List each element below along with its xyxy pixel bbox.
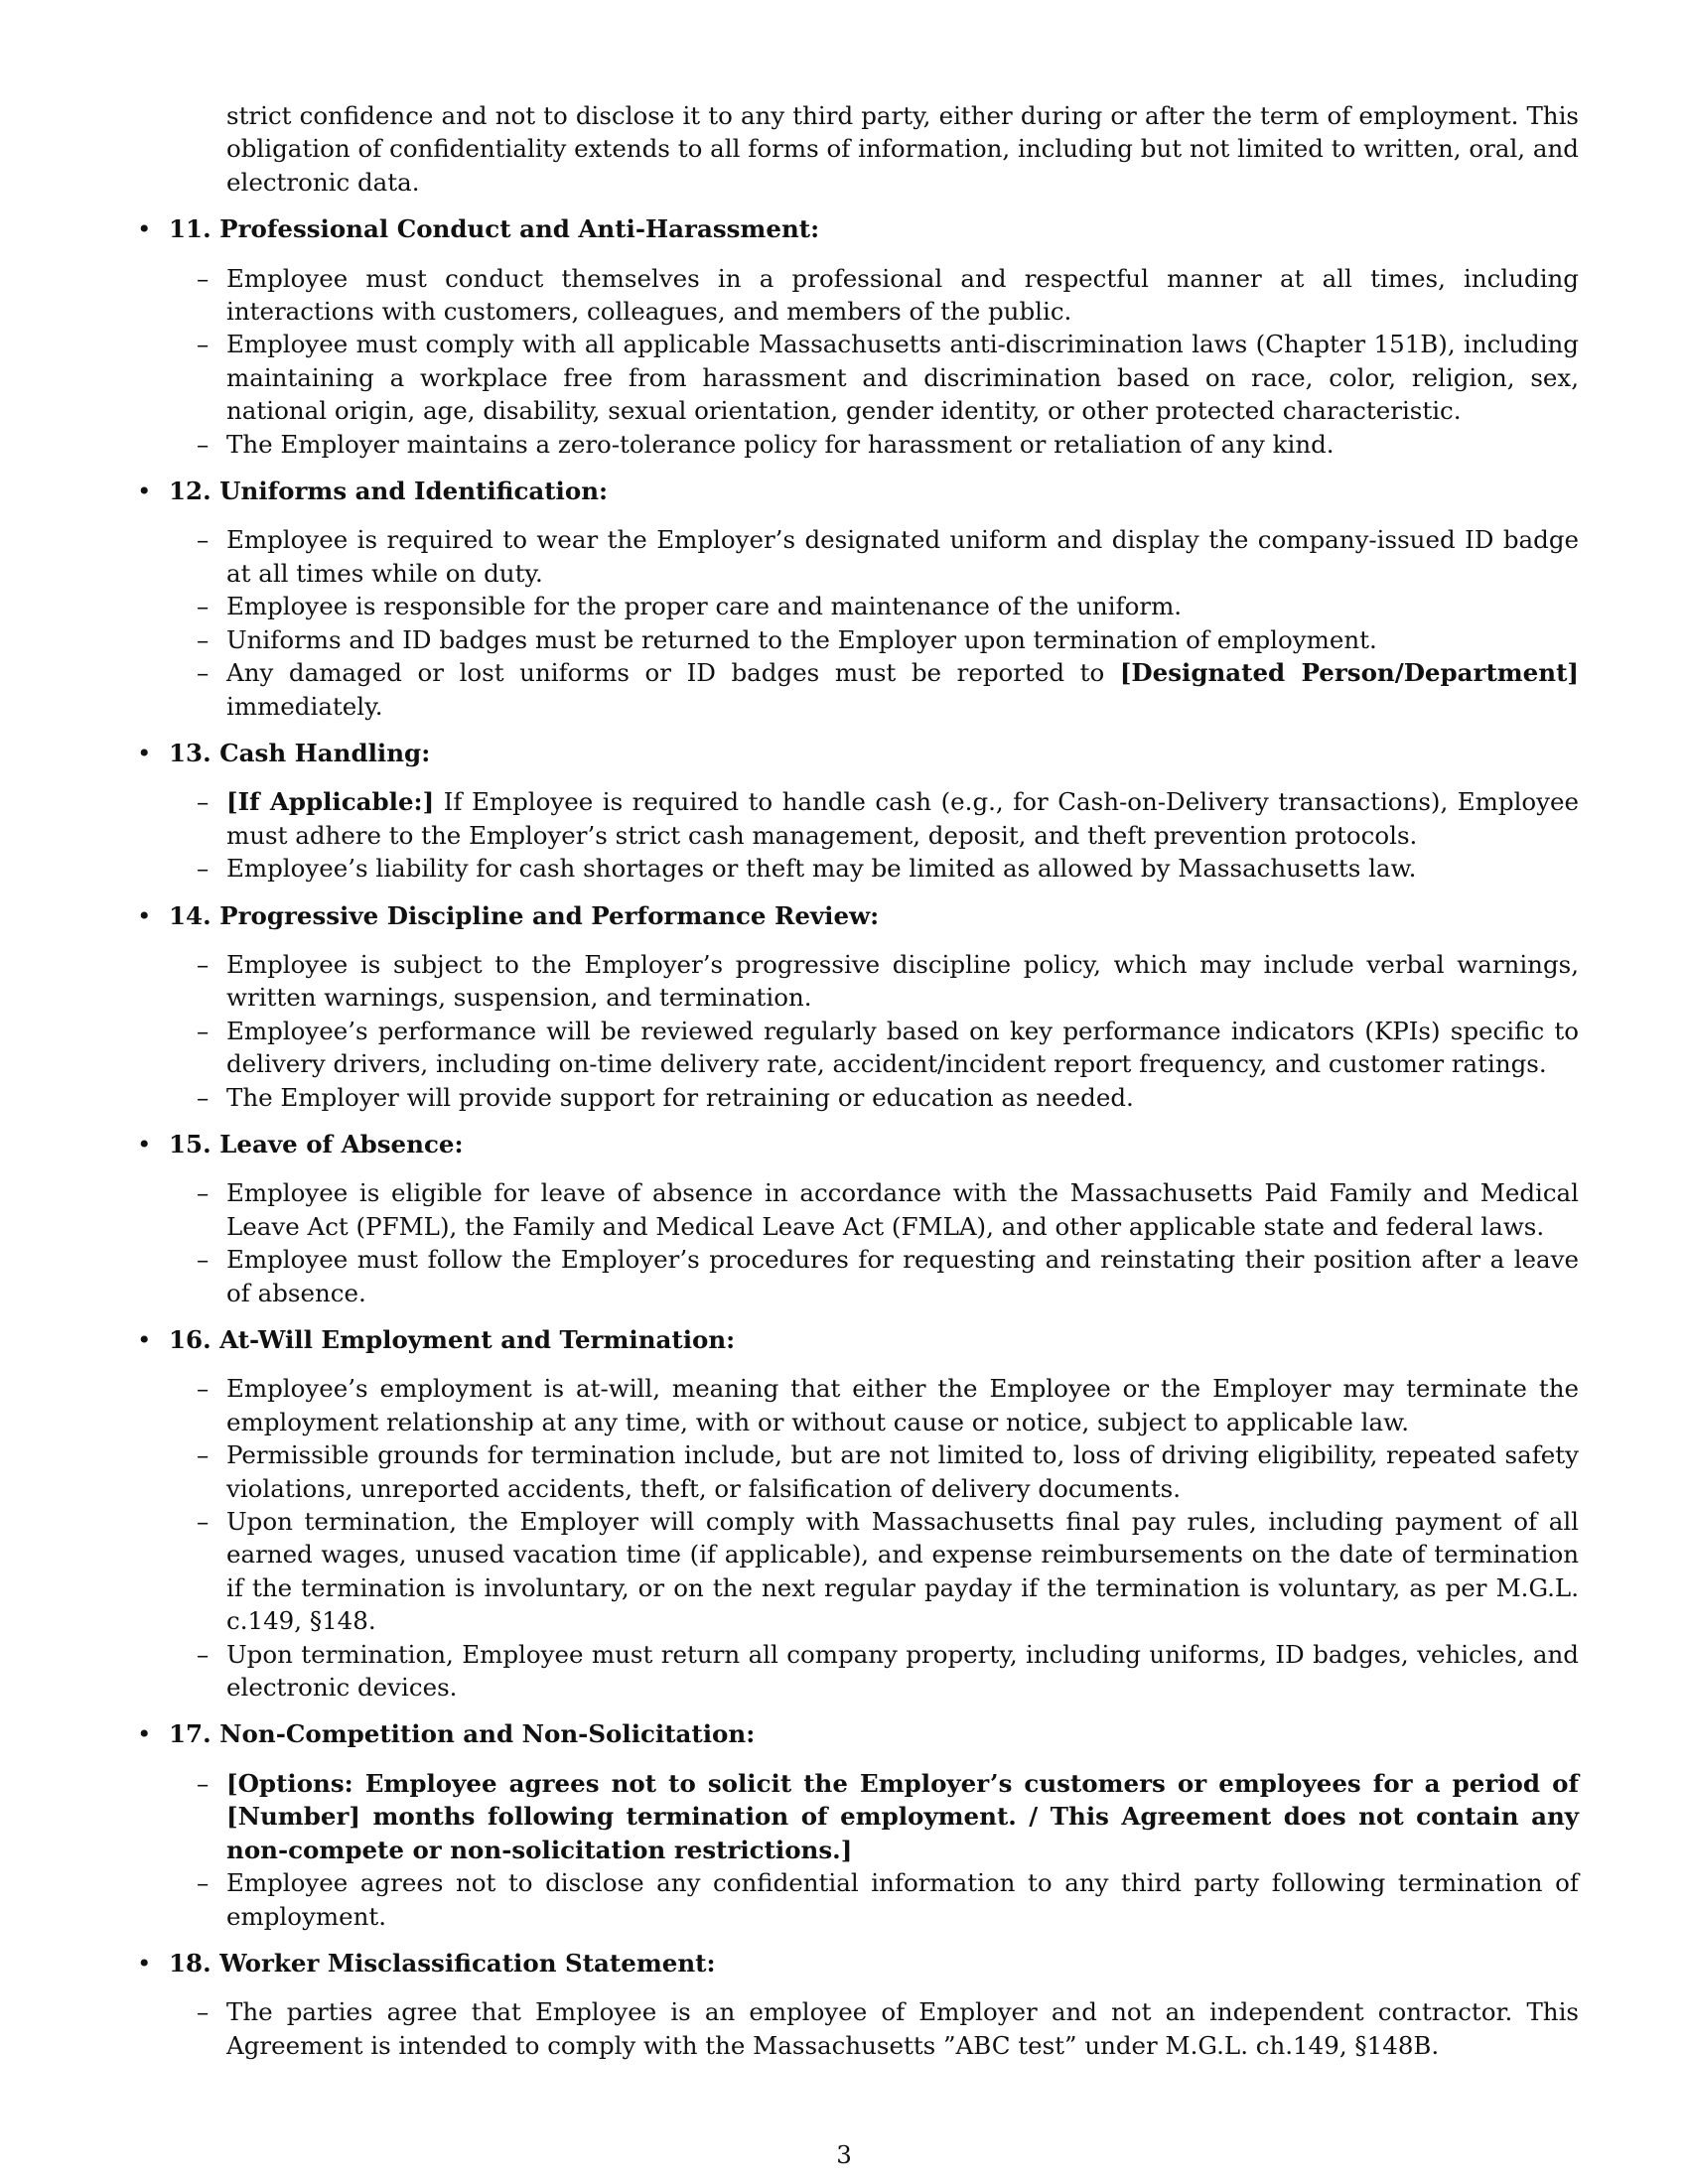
section-items bbox=[137, 1995, 1579, 2062]
dash-icon: – bbox=[197, 624, 210, 654]
bullet-icon: • bbox=[137, 738, 152, 767]
bullet-icon: • bbox=[137, 477, 152, 506]
section-items bbox=[137, 1767, 1579, 1933]
section-12 bbox=[137, 475, 1579, 723]
section-heading bbox=[137, 737, 1579, 769]
list-item-text: Upon termination, the Employer will comply with Massachusetts final pay rules, including payment of all earned wages, unused vacation time (if applicable), and expense reimbursements on the date of termination if the termination is involuntary, or on the next regular payday if the termination is voluntary, as per M.G.L. c.149, §148. bbox=[226, 1507, 1579, 1636]
list-item-text: Employee must comply with all applicable Massachusetts anti-discrimination laws (Chapter 151B), including maintaining a workplace free from harassment and discrimination based on race, color, religion, sex, national origin, age, disability, sexual orientation, gender identity, or other protected characteristic. bbox=[226, 330, 1579, 426]
list-item bbox=[197, 523, 1579, 590]
section-items bbox=[137, 262, 1579, 461]
list-item-text: The Employer maintains a zero-tolerance policy for harassment or retaliation of any kind. bbox=[226, 429, 1335, 459]
section-heading-text: 11. Professional Conduct and Anti-Harassment: bbox=[169, 214, 820, 244]
list-item-text: Employee’s employment is at-will, meaning that either the Employee or the Employer may terminate the employment relationship at any time, with or without cause or notice, subject to applicable law. bbox=[226, 1374, 1579, 1436]
list-item-text: Employee is required to wear the Employer’s designated uniform and display the company-issued ID badge at all times while on duty. bbox=[226, 525, 1579, 588]
document-body bbox=[137, 99, 1579, 2062]
section-heading bbox=[137, 899, 1579, 932]
bullet-icon: • bbox=[137, 1948, 152, 1978]
list-item bbox=[197, 1372, 1579, 1438]
bullet-icon: • bbox=[137, 900, 152, 930]
section-items bbox=[137, 1372, 1579, 1704]
dash-icon: – bbox=[197, 263, 210, 293]
section-heading-text: 14. Progressive Discipline and Performance Review: bbox=[169, 900, 880, 930]
list-item bbox=[197, 1995, 1579, 2062]
section-heading-text: 17. Non-Competition and Non-Solicitation: bbox=[169, 1719, 756, 1749]
list-item bbox=[197, 623, 1579, 656]
section-heading bbox=[137, 1717, 1579, 1750]
list-item bbox=[197, 1866, 1579, 1933]
dash-icon: – bbox=[197, 1374, 210, 1404]
bullet-icon: • bbox=[137, 214, 152, 244]
list-item bbox=[197, 428, 1579, 461]
list-item-text: Employee’s liability for cash shortages or theft may be limited as allowed by Massachusetts law. bbox=[226, 854, 1417, 884]
section-17 bbox=[137, 1717, 1579, 1932]
list-item-text: The parties agree that Employee is an employee of Employer and not an independent contractor. This Agreement is intended to comply with the Massachusetts ”ABC test” under M.G.L. ch.149, §148B. bbox=[226, 1997, 1579, 2060]
section-items bbox=[137, 948, 1579, 1114]
list-item bbox=[197, 262, 1579, 329]
dash-icon: – bbox=[197, 525, 210, 555]
section-15 bbox=[137, 1128, 1579, 1309]
dash-icon: – bbox=[197, 854, 210, 884]
dash-icon: – bbox=[197, 1016, 210, 1045]
section-items bbox=[137, 523, 1579, 722]
list-item bbox=[197, 1243, 1579, 1309]
dash-icon: – bbox=[197, 1768, 210, 1798]
dash-icon: – bbox=[197, 1440, 210, 1470]
dash-icon: – bbox=[197, 1639, 210, 1669]
page-number: 3 bbox=[836, 2140, 852, 2169]
bullet-icon: • bbox=[137, 1129, 152, 1159]
dash-icon: – bbox=[197, 1082, 210, 1112]
list-item-text: Employee must follow the Employer’s procedures for requesting and reinstating their position after a leave of absence. bbox=[226, 1245, 1579, 1307]
section-18 bbox=[137, 1947, 1579, 2062]
list-item bbox=[197, 656, 1579, 723]
section-heading bbox=[137, 475, 1579, 507]
dash-icon: – bbox=[197, 949, 210, 979]
list-item bbox=[197, 1505, 1579, 1638]
section-heading bbox=[137, 1323, 1579, 1356]
list-item-text: Uniforms and ID badges must be returned to the Employer upon termination of employment. bbox=[226, 624, 1377, 654]
section-items bbox=[137, 1176, 1579, 1309]
section-heading-text: 15. Leave of Absence: bbox=[169, 1129, 464, 1159]
dash-icon: – bbox=[197, 1245, 210, 1275]
section-heading-text: 16. At-Will Employment and Termination: bbox=[169, 1325, 736, 1354]
list-item bbox=[197, 852, 1579, 885]
section-heading bbox=[137, 1128, 1579, 1160]
list-item-text: Employee is subject to the Employer’s progressive discipline policy, which may include verbal warnings, written warnings, suspension, and termination. bbox=[226, 949, 1579, 1013]
list-item bbox=[197, 328, 1579, 427]
dash-icon: – bbox=[197, 1178, 210, 1208]
list-item-text: Employee is responsible for the proper care and maintenance of the uniform. bbox=[226, 592, 1183, 621]
list-item-text: Employee agrees not to disclose any confidential information to any third party following termination of employment. bbox=[226, 1868, 1579, 1931]
list-item-text: Employee’s performance will be reviewed regularly based on key performance indicators (KPIs) specific to delivery drivers, including on-time delivery rate, accident/incident report frequency, and customer ratings. bbox=[226, 1016, 1579, 1079]
intro-paragraph: strict confidence and not to disclose it to any third party, either during or after the term of employment. This obligation of confidentiality extends to all forms of information, including but not limited to written, oral, and electronic data. bbox=[226, 101, 1579, 197]
list-item bbox=[197, 1176, 1579, 1243]
bullet-icon: • bbox=[137, 1325, 152, 1354]
list-item bbox=[197, 590, 1579, 622]
list-item-text: If Employee is required to handle cash (e.g., for Cash-on-Delivery transactions), Employee must adhere to the Employer’s strict cash management, deposit, and theft prevention protocols. bbox=[226, 787, 1579, 850]
list-item-text: Employee is eligible for leave of absence in accordance with the Massachusetts Paid Family and Medical Leave Act (PFML), the Family and Medical Leave Act (FMLA), and other applicable state and federal laws. bbox=[226, 1178, 1579, 1241]
section-heading bbox=[137, 1947, 1579, 1979]
section-heading-text: 13. Cash Handling: bbox=[169, 738, 431, 767]
section-14 bbox=[137, 899, 1579, 1114]
list-item bbox=[197, 1638, 1579, 1705]
section-heading-text: 18. Worker Misclassification Statement: bbox=[169, 1948, 716, 1978]
list-item-text: Upon termination, Employee must return all company property, including uniforms, ID badges, vehicles, and electronic devices. bbox=[226, 1639, 1579, 1703]
section-13 bbox=[137, 737, 1579, 886]
list-item-text: Employee must conduct themselves in a professional and respectful manner at all times, including interactions with customers, colleagues, and members of the public. bbox=[226, 263, 1579, 327]
dash-icon: – bbox=[197, 1507, 210, 1537]
list-item-text: The Employer will provide support for retraining or education as needed. bbox=[226, 1082, 1134, 1112]
list-item bbox=[197, 1015, 1579, 1081]
list-item bbox=[197, 1438, 1579, 1505]
dash-icon: – bbox=[197, 787, 210, 817]
list-item-text: immediately. bbox=[226, 691, 383, 721]
sections-list bbox=[137, 212, 1579, 2062]
dash-icon: – bbox=[197, 658, 210, 688]
dash-icon: – bbox=[197, 330, 210, 359]
section-16 bbox=[137, 1323, 1579, 1704]
list-item-text: Permissible grounds for termination include, but are not limited to, loss of driving eligibility, repeated safety violations, unreported accidents, theft, or falsification of delivery documents. bbox=[226, 1440, 1579, 1503]
section-items bbox=[137, 785, 1579, 885]
bullet-icon: • bbox=[137, 1719, 152, 1749]
dash-icon: – bbox=[197, 1868, 210, 1898]
section-11 bbox=[137, 212, 1579, 461]
list-item bbox=[197, 785, 1579, 852]
placeholder-bold-text: [If Applicable:] bbox=[226, 787, 435, 817]
placeholder-bold-text: [Options: Employee agrees not to solicit the Employer’s customers or employees for a period of [Number] months following termination of employment. / This Agreement does not contain any non-compete or non-solicitation restrictions.] bbox=[226, 1768, 1579, 1864]
list-item bbox=[197, 1081, 1579, 1114]
list-item bbox=[197, 948, 1579, 1015]
section-heading-text: 12. Uniforms and Identification: bbox=[169, 477, 609, 506]
list-item bbox=[197, 1767, 1579, 1866]
dash-icon: – bbox=[197, 429, 210, 459]
list-item-text: Any damaged or lost uniforms or ID badges must be reported to bbox=[226, 658, 1120, 688]
section-heading bbox=[137, 212, 1579, 245]
dash-icon: – bbox=[197, 1997, 210, 2027]
dash-icon: – bbox=[197, 592, 210, 621]
placeholder-bold-text: [Designated Person/Department] bbox=[1119, 658, 1579, 688]
